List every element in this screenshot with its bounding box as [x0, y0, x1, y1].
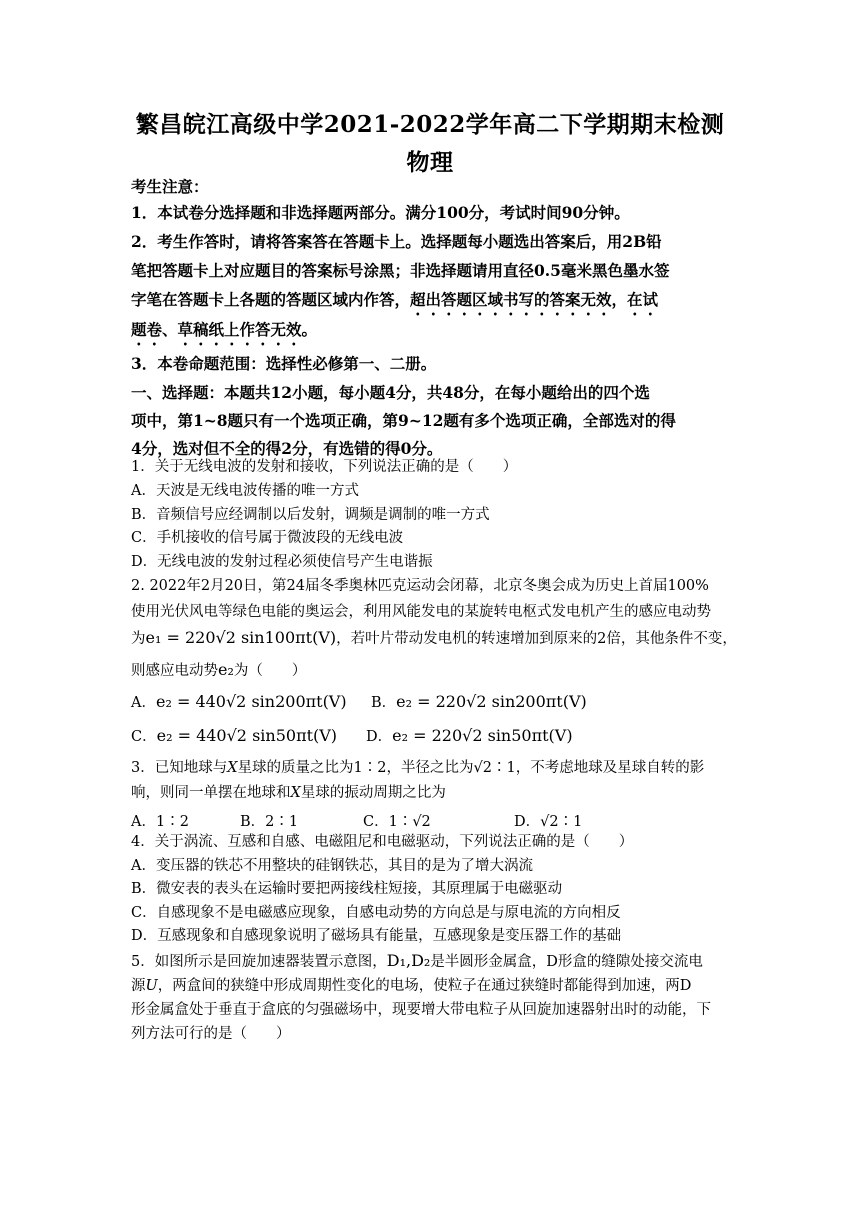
q4-option-c: C．自感现象不是电磁感应现象，自感电动势的方向总是与原电流的方向相反 [131, 905, 621, 921]
q1-option-b: B．音频信号应经调制以后发射，调频是调制的唯一方式 [131, 507, 490, 523]
q5-line-4: 列方法可行的是（ ） [131, 1026, 291, 1042]
q1-option-d: D．无线电波的发射过程必须使信号产生电谐振 [131, 554, 433, 570]
q2-option-c: C．e₂ = 440√2 sin50πt(V) [131, 726, 338, 745]
q1-option-c: C．手机接收的信号属于微波段的无线电波 [131, 530, 404, 546]
q2-option-a: A．e₂ = 440√2 sin200πt(V) [131, 692, 347, 711]
q2-line-4: 则感应电动势e₂为（ ） [131, 660, 307, 679]
q1-stem: 1．关于无线电波的发射和接收，下列说法正确的是（ ） [131, 459, 518, 475]
emphasis-text-2: 题卷、草稿纸上作答无效 [131, 320, 302, 339]
formula-e1: e₁ = 220√2 sin100πt(V) [145, 628, 337, 647]
q2-line-3: 为e₁ = 220√2 sin100πt(V)，若叶片带动发电机的转速增加到原来的2倍，其他条件不变， [131, 628, 737, 647]
q5-line-1: 5．如图所示是回旋加速器装置示意图，D₁,D₂是半圆形金属盒，D形盒的缝隙处接交流电 [131, 951, 703, 970]
q2-line-2: 使用光伏风电等绿色电能的奥运会，利用风能发电的某旋转电枢式发电机产生的感应电动势 [131, 604, 711, 620]
notice-item-2-cont-c: 题卷、草稿纸上作答无效。 [131, 320, 318, 339]
q2-option-b: B．e₂ = 220√2 sin200πt(V) [371, 692, 587, 711]
notice-heading: 考生注意： [131, 177, 209, 196]
notice-item-3: 3．本卷命题范围：选择性必修第一、二册。 [131, 354, 437, 373]
notice-item-2: 2．考生作答时，请将答案答在答题卡上。选择题每小题选出答案后，用2B铅 [131, 232, 662, 251]
emphasis-text: 超出答题区域书写的答案无效，在试 [410, 290, 659, 309]
q4-option-a: A．变压器的铁芯不用整块的硅钢铁芯，其目的是为了增大涡流 [131, 858, 533, 874]
q3-line-1: 3．已知地球与X星球的质量之比为1∶2，半径之比为√2∶1，不考虑地球及星球自转的影 [131, 760, 705, 776]
q4-option-d: D．互感现象和自感现象说明了磁场具有能量，互感现象是变压器工作的基础 [131, 928, 622, 944]
formula-e2: e₂ [218, 660, 234, 679]
section-heading-3: 4分，选对但不全的得2分，有选错的得0分。 [131, 439, 443, 458]
page-title: 繁昌皖江高级中学2021-2022学年高二下学期期末检测 [135, 111, 725, 138]
q3-option-c: C．1∶√2 [363, 814, 431, 830]
q4-stem: 4．关于涡流、互感和自感、电磁阻尼和电磁驱动，下列说法正确的是（ ） [131, 834, 634, 850]
q3-option-a: A．1∶2 [131, 814, 189, 830]
page-subtitle: 物理 [406, 149, 454, 176]
notice-item-1: 1．本试卷分选择题和非选择题两部分。满分100分，考试时间90分钟。 [131, 203, 630, 222]
q3-line-2: 响，则同一单摆在地球和X星球的振动周期之比为 [131, 785, 446, 801]
q3-option-d: D．√2∶1 [514, 814, 583, 830]
notice-item-2-cont-b: 字笔在答题卡上各题的答题区域内作答，超出答题区域书写的答案无效，在试 [131, 290, 659, 309]
section-heading-2: 项中，第1~8题只有一个选项正确，第9~12题有多个选项正确，全部选对的得 [131, 411, 676, 430]
q2-option-d: D．e₂ = 220√2 sin50πt(V) [366, 726, 573, 745]
q2-line-1: 2. 2022年2月20日，第24届冬季奥林匹克运动会闭幕，北京冬奥会成为历史上首届100% [131, 578, 709, 594]
q5-line-3: 形金属盒处于垂直于盒底的匀强磁场中，现要增大带电粒子从回旋加速器射出时的动能，下 [131, 1002, 711, 1018]
notice-item-2-cont: 笔把答题卡上对应题目的答案标号涂黑；非选择题请用直径0.5毫米黑色墨水签 [131, 261, 670, 280]
q5-line-2: 源U，两盒间的狭缝中形成周期性变化的电场，使粒子在通过狭缝时都能得到加速，两D [131, 978, 692, 994]
q1-option-a: A．天波是无线电波传播的唯一方式 [131, 483, 359, 499]
q4-option-b: B．微安表的表头在运输时要把两接线柱短接，其原理属于电磁驱动 [131, 881, 563, 897]
section-heading-1: 一、选择题：本题共12小题，每小题4分，共48分，在每小题给出的四个选 [131, 383, 650, 402]
q3-option-b: B．2∶1 [240, 814, 299, 830]
